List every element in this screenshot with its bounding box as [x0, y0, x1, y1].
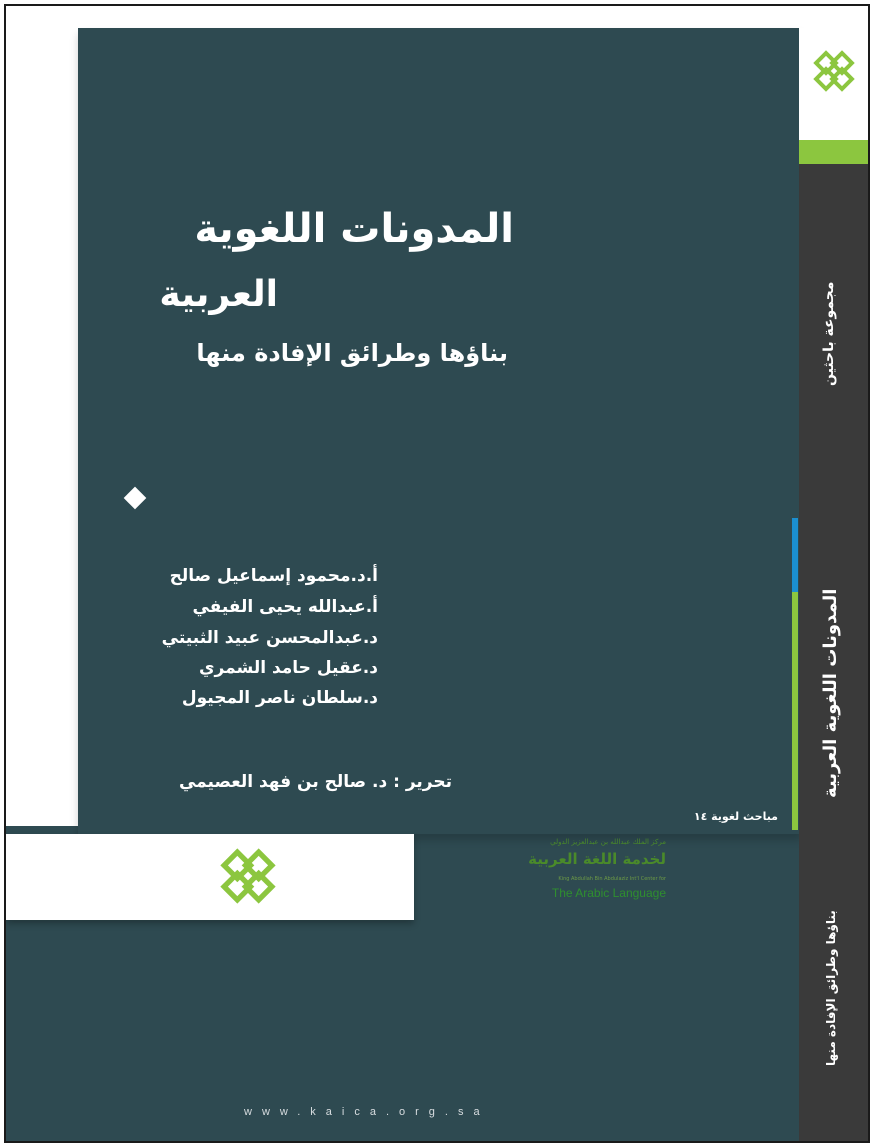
spine-logo-area — [799, 28, 868, 140]
website-url: www.kaica.org.sa — [244, 1106, 490, 1118]
spine-title: المدونات اللغوية العربية — [820, 588, 841, 798]
publisher-logo-box — [6, 834, 414, 920]
book-title-line1: المدونات اللغوية — [194, 206, 514, 252]
logo-text-arabic: لخدمة اللغة العربية — [528, 850, 666, 868]
spine-green-band — [799, 140, 868, 164]
book-title-line2: العربية — [159, 274, 278, 315]
spine-subtitle: بناؤها وطرائق الإفادة منها — [824, 910, 838, 1066]
author-name: د.عقيل حامد الشمري — [198, 658, 378, 678]
book-subtitle: بناؤها وطرائق الإفادة منها — [196, 339, 508, 367]
logo-text-top: مركز الملك عبدالله بن عبدالعزيز الدولي — [550, 838, 666, 846]
spine-collection-label: مجموعة باحثين — [821, 281, 837, 386]
cover-main-panel — [78, 28, 802, 834]
logo-text-small: King Abdullah Bin Abdulaziz Int'l Center for — [558, 876, 666, 882]
author-name: د.عبدالمحسن عبيد الثبيتي — [161, 628, 378, 648]
publisher-logo-icon — [220, 848, 276, 904]
author-name: أ.د.محمود إسماعيل صالح — [169, 566, 378, 586]
editor-credit: تحرير : د. صالح بن فهد العصيمي — [178, 772, 452, 792]
book-cover-frame — [4, 4, 870, 1143]
series-label: مباحث لغوية ١٤ — [693, 810, 778, 823]
accent-bar-green — [792, 592, 798, 830]
center-logo-icon — [813, 50, 855, 92]
author-name: أ.عبدالله يحيى الفيفي — [192, 597, 378, 617]
author-name: د.سلطان ناصر المجيول — [181, 688, 378, 708]
accent-bar-blue — [792, 518, 798, 592]
logo-text-english: The Arabic Language — [551, 886, 666, 900]
